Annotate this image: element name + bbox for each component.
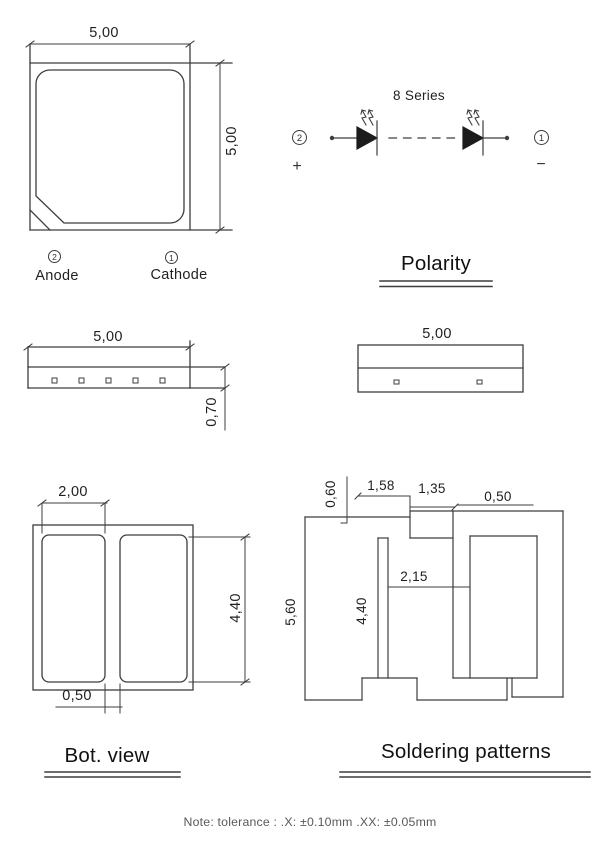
diode-2-symbol [463,127,483,149]
diode-1-arrows [361,110,373,125]
side-view-height-dim: 0,70 [204,397,220,427]
bottom-view-pad-height-dim: 4,40 [228,593,244,623]
polarity-pin-1-marker: 1 [534,130,549,145]
soldering-patterns-title: Soldering patterns [381,740,551,763]
pin-2-marker: 2 [48,250,61,263]
soldering-pattern-drawing [305,477,590,777]
side-view-left-drawing [24,341,229,430]
soldering-dim-5-60: 5,60 [283,598,298,626]
bottom-view-title: Bot. view [64,744,150,767]
diode-1-symbol [357,127,377,149]
soldering-dim-0-60: 0,60 [323,480,338,508]
soldering-dim-1-35: 1,35 [418,481,446,496]
soldering-dim-4-40: 4,40 [354,597,369,625]
side-view-right-drawing [358,345,523,392]
soldering-dim-1-58: 1,58 [367,478,395,493]
side-view-right-width-dim: 5,00 [422,326,452,342]
plus-sign: + [292,158,302,175]
bottom-view-drawing [33,500,250,777]
anode-label: Anode [35,268,79,284]
soldering-dim-0-50: 0,50 [484,489,512,504]
bottom-pad-left [42,535,105,682]
tolerance-note: Note: tolerance : .X: ±0.10mm .XX: ±0.05mm [183,815,437,829]
cathode-label: Cathode [150,267,208,283]
bottom-view-gap-dim: 0,50 [62,688,92,704]
bottom-pad-right [120,535,187,682]
top-view-width-dim: 5,00 [89,25,119,41]
minus-sign: − [536,156,546,173]
corner-chamfer-mark [30,210,50,230]
side-view-width-dim: 5,00 [93,329,123,345]
polarity-title: Polarity [401,252,471,275]
polarity-pin-2-marker: 2 [292,130,307,145]
top-view-inner-outline [36,70,184,223]
diode-2-arrows [467,110,479,125]
pin-1-marker: 1 [165,251,178,264]
soldering-dim-2-15: 2,15 [400,569,428,584]
series-label: 8 Series [393,88,445,103]
top-view-height-dim: 5,00 [224,126,240,156]
bottom-view-pad-width-dim: 2,00 [58,484,88,500]
top-view-drawing [26,41,232,233]
